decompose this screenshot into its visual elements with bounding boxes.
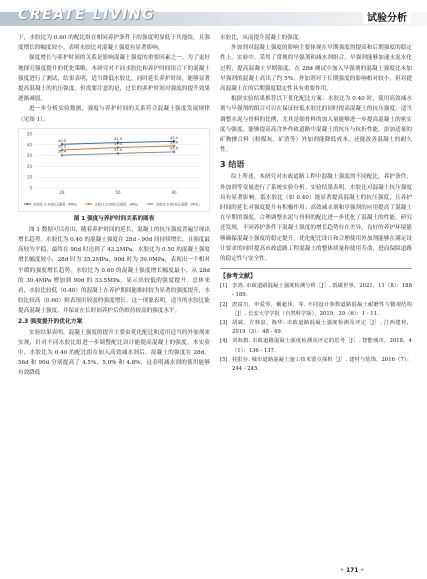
reference-item [220,282,412,300]
reference-text: 胡斌，方林泉，陈华. 市政道路混凝土强度检测及评定［J］. 江西建材，2019（3）：48 - 49. [232,320,412,336]
y-tick-label: 10 [26,174,32,180]
x-tick-label: 90 [171,189,177,195]
paragraph: 图 1 数据可以看出，随着养护时间的延长，混凝土的抗压强度普遍呈现出增长趋势。水胶比为 0.40 的混凝土强度在 28d - 90d 间持续增长，且强度最高较为平稳，最终在 90d 时达到了 43.2MPa。水胶比为 0.50 的混凝土强度增长幅度较小，28d 时为 35.2MPa，90d 时为 39.0MPa，表现出一个相对平缓的强度增长趋势。水胶比为 0.60 的混凝土强度增长幅度最小，从 28d 的 30.4MPa 增加到 90d 的 33.5MPa，显示出较低的强度提升。总体来看，水胶比较低（0.40）的混凝土在养护期间能维持较为显著的强度提升，水胶比较高（0.60）则表现出较弱的强度增长。这一现象表明，适当的水胶比能提高混凝土强度，并保证在长时间养护后仍维持较高的强度水平。 [18,226,210,315]
data-point [173,150,176,153]
left-column [18,33,210,379]
paragraph: 根据实验结果推荐以下优化配比方案：水胶比为 0.40 时，使用高效减水剂与早强剂的组合可以在保证较低水胶比的同时提高混凝土的抗压强度。适当调整水泥与骨料的比例，尤其是细骨料的加入量能够进一步提高混凝土的密实度与强度，能够提高高含外作政道路中混凝土的抗压与抗折性能。添加适量的矿物掺合料（粉煤灰、矿渣等）外加剂能降低成本，还能改善混凝土的耐久性。 [220,96,412,154]
journal-brand: CREATE LIVING [18,7,155,23]
reference-text: 唐富川，申爱琴，戴超伟，等. 不同设计参数道路混凝土耐磨性与微观结构［J］. 长安大学学报（自然科学版），2019，39（6）：1 - 11. [232,301,412,317]
data-label: 42.0 [113,135,123,141]
reference-number: [4] [220,338,228,345]
data-label: 43.2 [169,134,179,140]
legend-marker [88,203,90,205]
paragraph: 水胶比，从而提升混凝土的强度。 [220,35,304,41]
data-label: 37.5 [113,140,123,146]
reference-item [220,337,412,355]
x-tick-label: 28 [59,189,65,195]
references-title: 【参考文献】 [220,273,257,281]
paragraph: 进一步分析实验数据，强度与养护时间的关系符合混凝土强度发展规律（见图 1）。 [18,106,210,123]
section-tag: 试验分析 [363,9,411,24]
data-point [117,152,120,155]
reference-text: 桂阳存. 城市道路混凝土施工技术要点探析［J］. 建材与装饰，2016（7）：244 - 245. [232,356,412,373]
data-label: 33.5 [169,145,179,151]
reference-number: [3] [220,320,228,327]
paragraph: 实验结果表明，混凝土强度的提升主要由优化配比和适用适当的外加剂来实现，针对不同水胶比组进一步调整配比设计能提高混凝土的强度。本实验中，水胶比为 0.40 的配比组在加入高效减水剂后，混凝土的强度在 28d、56d 和 90d 分别提高了 4.5%、5.0% 和 4.8%，这表明减水剂的使用能够有效降低 [18,329,210,377]
data-label: 40.5 [57,137,67,143]
reference-item [220,356,412,374]
data-label: 39.0 [169,139,179,145]
figure-caption: 图 1 强度与养护时间关系的图表 [73,215,155,222]
data-label: 35.2 [57,143,67,149]
page-number: • 171 • [340,567,365,574]
y-tick-label: 50 [26,131,32,137]
chart-svg [18,128,210,212]
paragraph: 强度增长与养护时间的关系是影响混凝土强度的重要因素之一。为了更好地探究强度提升的优化策略，本研究对不同水胶比和养护时间组合下的混凝土强度进行了测试，结果表明，适当降低水胶比，同时延长养护时间，能够显著提高混凝土的抗压强度。但需要注意的是，过长的养护时间对强度的提升效果逐渐减弱。 [18,55,210,103]
references [220,268,412,374]
paragraph: 外加剂对混凝土强度的影响主要体现在早期强度的提高和后期强度的稳定性上。实验中，采用了常规的早强剂和减水剂组合，早强剂能够加速水泥水化过程，提高混凝土早期强度，在 28d 测试中加入早强剂的混凝土强度比未加早强剂的混凝土高出了约 5%。外加剂对于长期强度的影响相对较小，但对提高混凝土在的后期强度稳定性具有重要作用。 [220,45,412,93]
legend-marker [27,203,29,205]
reference-number: [5] [220,356,228,363]
legend-label: 水胶比 0.50抗压强度（MPa） [94,202,141,207]
reference-number: [2] [220,301,228,308]
reference-text: 李鸿. 市政道路混凝土强度检测分析［J］. 低碳世界，2021，11（8）：188 - 189. [232,283,412,299]
y-tick-label: 30 [26,152,32,158]
legend-marker [149,203,151,205]
page-header [0,0,427,30]
right-column [220,33,412,374]
data-label: 32.0 [113,146,123,152]
legend-label: 水胶比 0.40抗压强度（MPa） [33,202,80,207]
data-label: 30.4 [57,148,67,154]
page-number-text: 171 [345,567,359,574]
subsection-heading: 2.3 强度提升的优化方案 [18,318,83,325]
paragraph: 综上所述，本研究对市政道路工程中混凝土强度的不同配比，养护条件、外加剂等变量进行了系统实验分析。实验结果表明，水胶比对混凝土抗压强度具有显著影响。低水胶比（如 0.40）能显著提高混凝土的抗压强度，且养护时间的延长对强度提升有积极作用；高效减水剂和早强剂的应用提高了混凝土在早期的强度，合理调整水泥与骨料的配比进一步优化了混凝土的性能。研究还发现，不同养护条件下混凝土强度的增长趋势存在差异，良好的养护环境能够确保混凝土强度的稳定提升。优化配比设计和合理使用外加剂能够在满足设计要求的同时提高市政道路工程混凝土的整体质量和使用寿命，进而保障道路的稳定性与安全性。 [220,174,412,263]
reference-item [220,319,412,337]
data-point [61,154,64,157]
y-tick-label: 40 [26,142,32,148]
reference-item [220,301,412,319]
x-tick-label: 56 [115,189,121,195]
section-heading: 3 结语 [220,160,245,170]
paragraph: 下，水胶比为 0.60 的配比组在相同养护条件下的强度明显低于其他组，且强度增长的幅度较小。表明水胶比对混凝土强度有显著影响。 [18,35,210,52]
y-tick-label: 0 [29,185,32,191]
reference-text: 刘海旗. 市政道路混凝土强度检测及评定的思考［J］. 智能城市，2018，4（1）：136 - 137. [232,338,412,354]
reference-number: [1] [220,283,228,290]
legend-label: 水胶比 0.60抗压强度（MPa） [155,202,202,207]
strength-chart [18,128,210,212]
y-tick-label: 20 [26,163,32,169]
